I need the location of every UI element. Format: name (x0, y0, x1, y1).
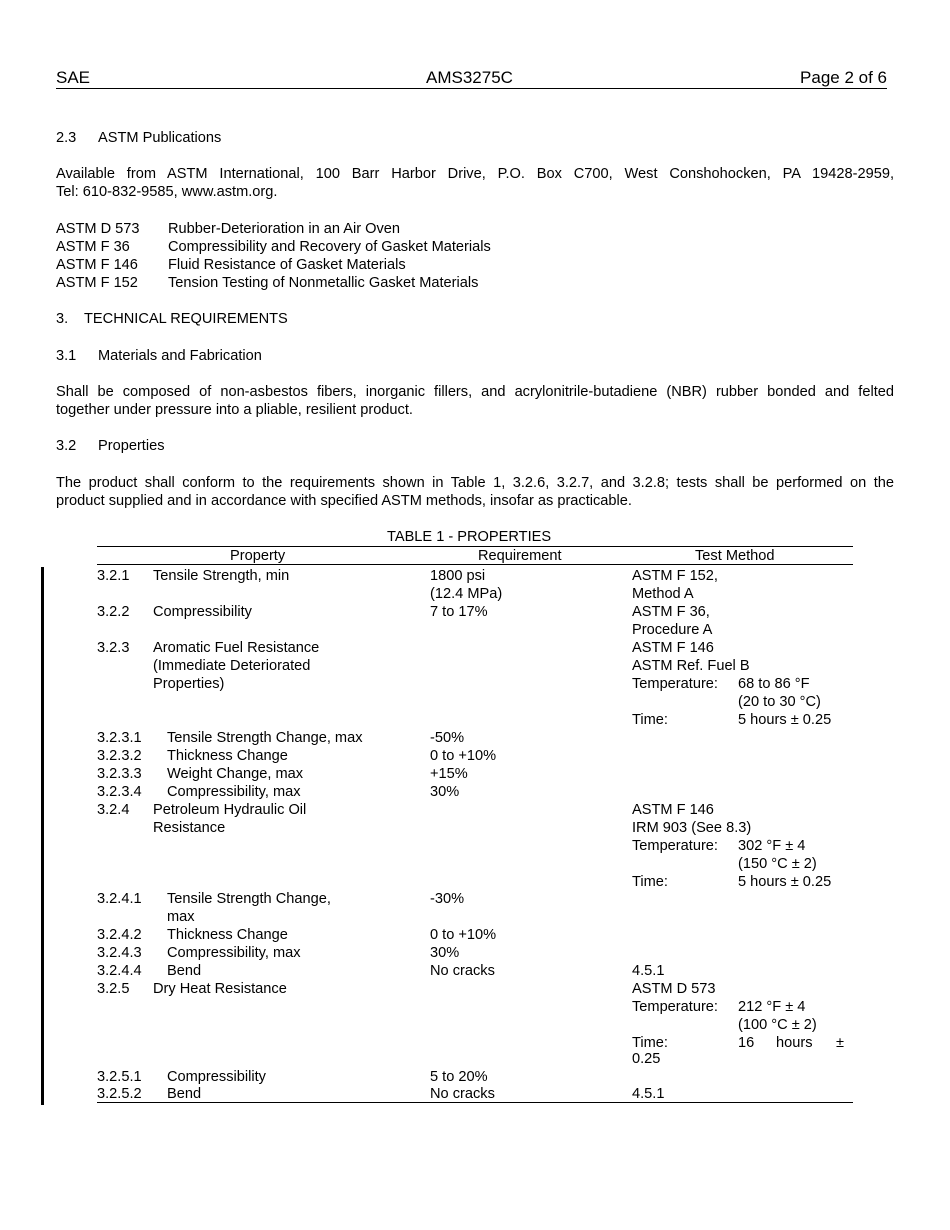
row-requirement: (12.4 MPa) (430, 586, 503, 602)
row-property: Compressibility (153, 604, 252, 620)
row-requirement: No cracks (430, 1086, 495, 1102)
row-requirement: 1800 psi (430, 568, 486, 584)
row-number: 3.2.3.4 (97, 784, 142, 800)
section-3-2-number: 3.2 (56, 438, 77, 454)
row-number: 3.2.3.3 (97, 766, 142, 782)
row-number: 3.2.3.2 (97, 748, 142, 764)
row-number: 3.2.1 (97, 568, 130, 584)
temperature-value: 212 °F ± 4 (738, 999, 806, 1015)
section-3-1-title: Materials and Fabrication (98, 348, 262, 364)
section-3-title: TECHNICAL REQUIREMENTS (84, 311, 288, 327)
ref-title: Fluid Resistance of Gasket Materials (168, 257, 406, 273)
time-value: 5 hours ± 0.25 (738, 712, 832, 728)
row-number: 3.2.4 (97, 802, 130, 818)
row-requirement: No cracks (430, 963, 495, 979)
section-3-1-number: 3.1 (56, 348, 77, 364)
temperature-label: Temperature: (632, 999, 718, 1015)
section-3-2-para-line1: The product shall conform to the requirements shown in Table 1, 3.2.6, 3.2.7, and 3.2.8; tests shall be performed on the (56, 475, 894, 491)
col-header-property: Property (230, 548, 286, 564)
row-requirement: 0 to +10% (430, 748, 497, 764)
row-test-method: ASTM F 152, (632, 568, 718, 584)
revision-change-bar (41, 567, 44, 1105)
row-requirement: -50% (430, 730, 465, 746)
section-2-3-number: 2.3 (56, 130, 77, 146)
row-number: 3.2.2 (97, 604, 130, 620)
row-property: max (167, 909, 195, 925)
temperature-value: (150 °C ± 2) (738, 856, 817, 872)
table-header-rule (97, 564, 853, 565)
row-property: Tensile Strength, min (153, 568, 290, 584)
section-3-1-para-line2: together under pressure into a pliable, resilient product. (56, 402, 413, 418)
row-property: Dry Heat Resistance (153, 981, 287, 997)
row-test-method: 4.5.1 (632, 963, 665, 979)
ref-code: ASTM F 146 (56, 257, 138, 273)
table-caption: TABLE 1 - PROPERTIES (387, 529, 552, 545)
section-3-2-title: Properties (98, 438, 165, 454)
row-test-method: Method A (632, 586, 694, 602)
row-number: 3.2.4.1 (97, 891, 142, 907)
temperature-label: Temperature: (632, 838, 718, 854)
row-number: 3.2.4.2 (97, 927, 142, 943)
row-property: Bend (167, 1086, 202, 1102)
row-number: 3.2.4.4 (97, 963, 142, 979)
header-org: SAE (56, 68, 91, 87)
ref-title: Compressibility and Recovery of Gasket Materials (168, 239, 491, 255)
temperature-label: Temperature: (632, 676, 718, 692)
row-test-method: IRM 903 (See 8.3) (632, 820, 752, 836)
temperature-value: 302 °F ± 4 (738, 838, 806, 854)
row-property: Properties) (153, 676, 225, 692)
row-test-method: ASTM D 573 (632, 981, 716, 997)
row-property: Thickness Change (167, 927, 288, 943)
row-number: 3.2.5.2 (97, 1086, 142, 1102)
time-label: Time: (632, 874, 668, 890)
section-2-3-title: ASTM Publications (98, 130, 222, 146)
time-label: Time: (632, 712, 668, 728)
row-property: Tensile Strength Change, (167, 891, 331, 907)
time-value: hours (776, 1035, 813, 1051)
section-2-3-para-line2: Tel: 610-832-9585, www.astm.org. (56, 184, 278, 200)
section-3-2-para-line2: product supplied and in accordance with specified ASTM methods, insofar as practicable. (56, 493, 632, 509)
row-number: 3.2.3 (97, 640, 130, 656)
time-value: 5 hours ± 0.25 (738, 874, 832, 890)
row-number: 3.2.4.3 (97, 945, 142, 961)
section-3-number: 3. (56, 311, 69, 327)
row-requirement: 30% (430, 784, 460, 800)
row-number: 3.2.3.1 (97, 730, 142, 746)
row-test-method: 4.5.1 (632, 1086, 665, 1102)
row-number: 3.2.5.1 (97, 1069, 142, 1085)
ref-title: Rubber-Deterioration in an Air Oven (168, 221, 400, 237)
row-requirement: 30% (430, 945, 460, 961)
col-header-test-method: Test Method (695, 548, 775, 564)
row-requirement: +15% (430, 766, 468, 782)
row-property: Petroleum Hydraulic Oil (153, 802, 307, 818)
row-number: 3.2.5 (97, 981, 130, 997)
row-requirement: -30% (430, 891, 465, 907)
col-header-requirement: Requirement (478, 548, 562, 564)
row-requirement: 7 to 17% (430, 604, 488, 620)
row-property: Tensile Strength Change, max (167, 730, 363, 746)
row-property: Compressibility, max (167, 945, 301, 961)
para-text: Available from ASTM International, 100 Barr Harbor Drive, P.O. Box C700, West Conshohocken, PA 19428-2959, (56, 166, 894, 182)
page-header (56, 68, 887, 89)
time-value: ± (836, 1035, 845, 1051)
ref-code: ASTM F 36 (56, 239, 130, 255)
ref-code: ASTM F 152 (56, 275, 138, 291)
time-label: Time: (632, 1035, 668, 1051)
temperature-value: 68 to 86 °F (738, 676, 810, 692)
ref-code: ASTM D 573 (56, 221, 140, 237)
table-bottom-rule (97, 1102, 853, 1103)
row-property: Resistance (153, 820, 226, 836)
header-doc-number: AMS3275C (426, 68, 513, 87)
temperature-value: (20 to 30 °C) (738, 694, 821, 710)
row-test-method: ASTM F 146 (632, 802, 714, 818)
row-property: Compressibility (167, 1069, 266, 1085)
time-value: 16 (738, 1035, 755, 1051)
temperature-value: (100 °C ± 2) (738, 1017, 817, 1033)
row-requirement: 5 to 20% (430, 1069, 488, 1085)
row-property: Compressibility, max (167, 784, 301, 800)
row-test-method: Procedure A (632, 622, 713, 638)
header-page-number: Page 2 of 6 (800, 68, 887, 87)
section-2-3-para-line1 (56, 165, 894, 183)
row-property: Thickness Change (167, 748, 288, 764)
time-value: 0.25 (632, 1051, 661, 1067)
row-test-method: ASTM F 36, (632, 604, 710, 620)
row-property: Bend (167, 963, 202, 979)
row-test-method: ASTM F 146 (632, 640, 714, 656)
section-3-1-para-line1: Shall be composed of non-asbestos fibers, inorganic fillers, and acrylonitrile-butadiene (NBR) rubber bonded and felted (56, 384, 894, 400)
ref-title: Tension Testing of Nonmetallic Gasket Materials (168, 275, 479, 291)
row-requirement: 0 to +10% (430, 927, 497, 943)
row-property: Aromatic Fuel Resistance (153, 640, 320, 656)
row-test-method: ASTM Ref. Fuel B (632, 658, 750, 674)
row-property: (Immediate Deteriorated (153, 658, 311, 674)
row-property: Weight Change, max (167, 766, 304, 782)
